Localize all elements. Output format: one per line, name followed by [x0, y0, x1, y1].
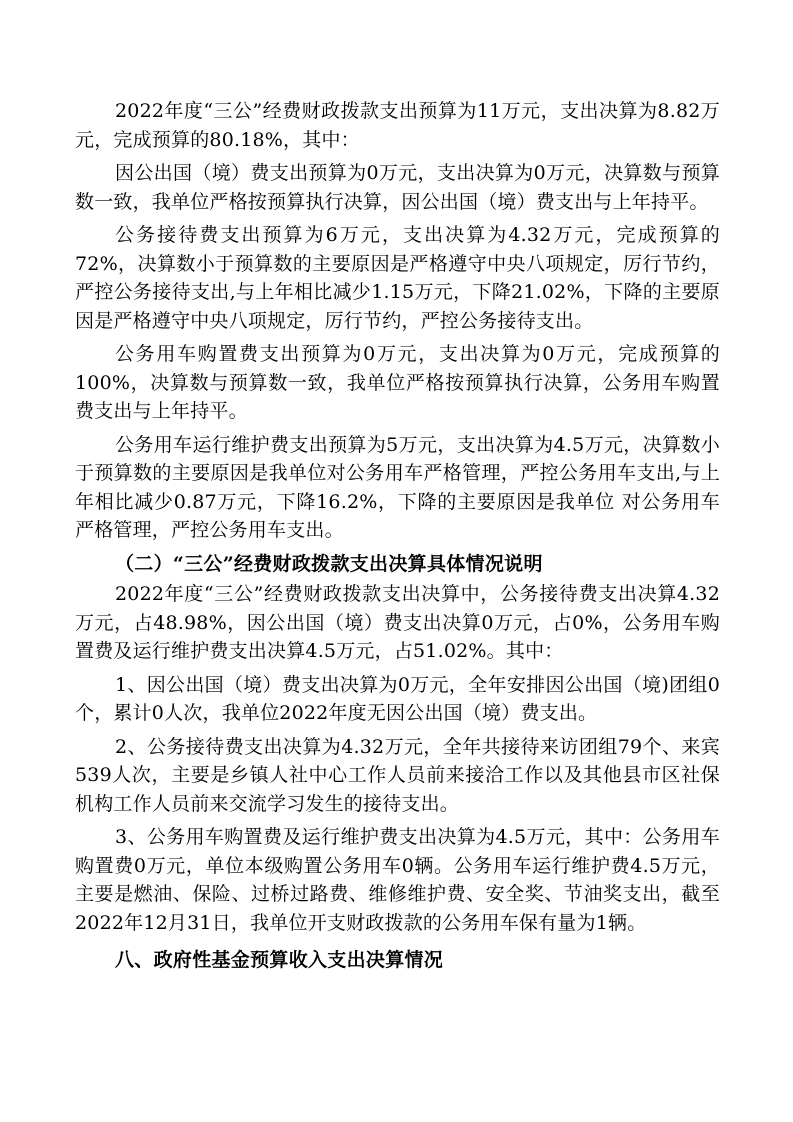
- document-body: [75, 97, 720, 975]
- section-heading-government-fund: 八、政府性基金预算收入支出决算情况: [115, 949, 444, 971]
- paragraph-item-2-reception: 2、公务接待费支出决算为4.32万元，全年共接待来访团组79个、来宾539人次，主要是乡镇人社中心工作人员前来接洽工作以及其他县市区社保机构工作人员前来交流学习发生的接待支出。: [75, 735, 720, 815]
- paragraph-item-3-vehicles: 3、公务用车购置费及运行维护费支出决算为4.5万元，其中：公务用车购置费0万元，单位本级购置公务用车0辆。公务用车运行维护费4.5万元，主要是燃油、保险、过桥过路费、维修维护费、安全奖、节油奖支出，截至2022年12月31日，我单位开支财政拨款的公务用车保有量为1辆。: [75, 826, 720, 934]
- subsection-heading-details: （二）“三公”经费财政拨款支出决算具体情况说明: [115, 552, 543, 575]
- paragraph-overseas-expense: 因公出国（境）费支出预算为0万元，支出决算为0万元，决算数与预算数一致，我单位严格按预算执行决算，因公出国（境）费支出与上年持平。: [75, 162, 720, 213]
- paragraph-three-public-budget: 2022年度“三公”经费财政拨款支出预算为11万元，支出决算为8.82万元，完成预算的80.18%，其中：: [75, 100, 720, 151]
- paragraph-vehicle-purchase: 公务用车购置费支出预算为0万元，支出决算为0万元，完成预算的100%，决算数与预算数一致，我单位严格按预算执行决算，公务用车购置费支出与上年持平。: [75, 343, 720, 422]
- paragraph-reception-expense: 公务接待费支出预算为6万元，支出决算为4.32万元，完成预算的72%，决算数小于预算数的主要原因是严格遵守中央八项规定，厉行节约，严控公务接待支出,与上年相比减少1.15万元，下降21.02%，下降的主要原因是严格遵守中央八项规定，厉行节约，严控公务接待支出。: [75, 224, 720, 332]
- paragraph-vehicle-operation: 公务用车运行维护费支出预算为5万元，支出决算为4.5万元，决算数小于预算数的主要原因是我单位对公务用车严格管理，严控公务用车支出,与上年相比减少0.87万元，下降16.2%，下降的主要原因是我单位 对公务用车严格管理，严控公务用车支出。: [75, 433, 720, 541]
- paragraph-final-accounts-summary: 2022年度“三公”经费财政拨款支出决算中，公务接待费支出决算4.32万元，占48.98%，因公出国（境）费支出决算0万元，占0%，公务用车购置费及运行维护费支出决算4.5万元，占51.02%。其中：: [75, 583, 720, 662]
- paragraph-item-1-overseas: 1、因公出国（境）费支出决算为0万元，全年安排因公出国（境)团组0个，累计0人次，我单位2022年度无因公出国（境）费支出。: [75, 673, 720, 724]
